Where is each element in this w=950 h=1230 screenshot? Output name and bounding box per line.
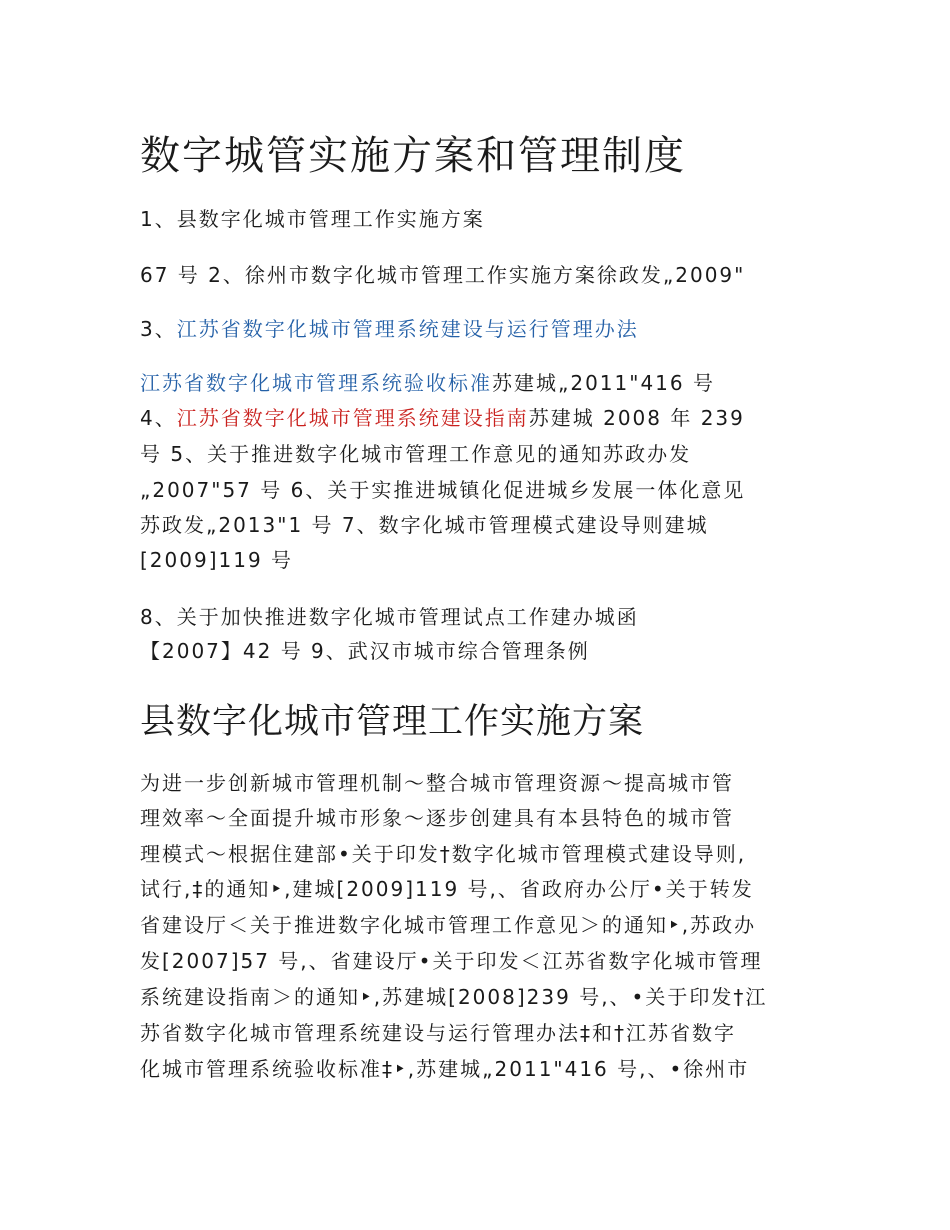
list-item <box>140 368 715 398</box>
list-item: 【2007】42 号 9、武汉市城市综合管理条例 <box>140 639 590 663</box>
list-item-suffix: 苏建城„2011"416 号 <box>492 371 715 395</box>
link-construction-guide[interactable]: 江苏省数字化城市管理系统建设指南 <box>176 406 529 430</box>
body-line: 化城市管理系统验收标准‡‣,苏建城„2011"416 号,、•徐州市 <box>140 1057 750 1081</box>
body-line: 试行,‡的通知‣,建城[2009]119 号,、省政府办公厅•关于转发 <box>140 877 754 901</box>
list-item: [2009]119 号 <box>140 548 294 572</box>
list-item: 8、关于加快推进数字化城市管理试点工作建办城函 <box>140 605 639 629</box>
list-item: 67 号 2、徐州市数字化城市管理工作实施方案徐政发„2009" <box>140 263 746 287</box>
link-management-measures[interactable]: 江苏省数字化城市管理系统建设与运行管理办法 <box>176 317 639 341</box>
list-item: „2007"57 号 6、关于实推进城镇化促进城乡发展一体化意见 <box>140 478 746 502</box>
body-line: 理效率～全面提升城市形象～逐步创建具有本县特色的城市管 <box>140 806 734 830</box>
list-item: 1、县数字化城市管理工作实施方案 <box>140 207 485 231</box>
list-number: 4、 <box>140 406 177 430</box>
list-number: 3、 <box>140 317 177 341</box>
list-item: 苏政发„2013"1 号 7、数字化城市管理模式建设导则建城 <box>140 513 709 537</box>
list-item <box>140 314 639 344</box>
section-title: 县数字化城市管理工作实施方案 <box>140 702 645 742</box>
body-line: 苏省数字化城市管理系统建设与运行管理办法‡和†江苏省数字 <box>140 1021 736 1045</box>
list-item-suffix: 苏建城 2008 年 239 <box>528 406 745 430</box>
body-line: 发[2007]57 号,、省建设厅•关于印发＜江苏省数字化城市管理 <box>140 949 763 973</box>
list-item <box>140 403 745 433</box>
list-item: 号 5、关于推进数字化城市管理工作意见的通知苏政办发 <box>140 442 692 466</box>
page-title: 数字城管实施方案和管理制度 <box>140 133 686 179</box>
body-line: 理模式～根据住建部•关于印发†数字化城市管理模式建设导则, <box>140 842 747 866</box>
body-line: 为进一步创新城市管理机制～整合城市管理资源～提高城市管 <box>140 771 734 795</box>
body-line: 省建设厅＜关于推进数字化城市管理工作意见＞的通知‣,苏政办 <box>140 913 757 937</box>
link-acceptance-standard[interactable]: 江苏省数字化城市管理系统验收标准 <box>140 371 492 395</box>
body-line: 系统建设指南＞的通知‣,苏建城[2008]239 号,、•关于印发†江 <box>140 985 768 1009</box>
